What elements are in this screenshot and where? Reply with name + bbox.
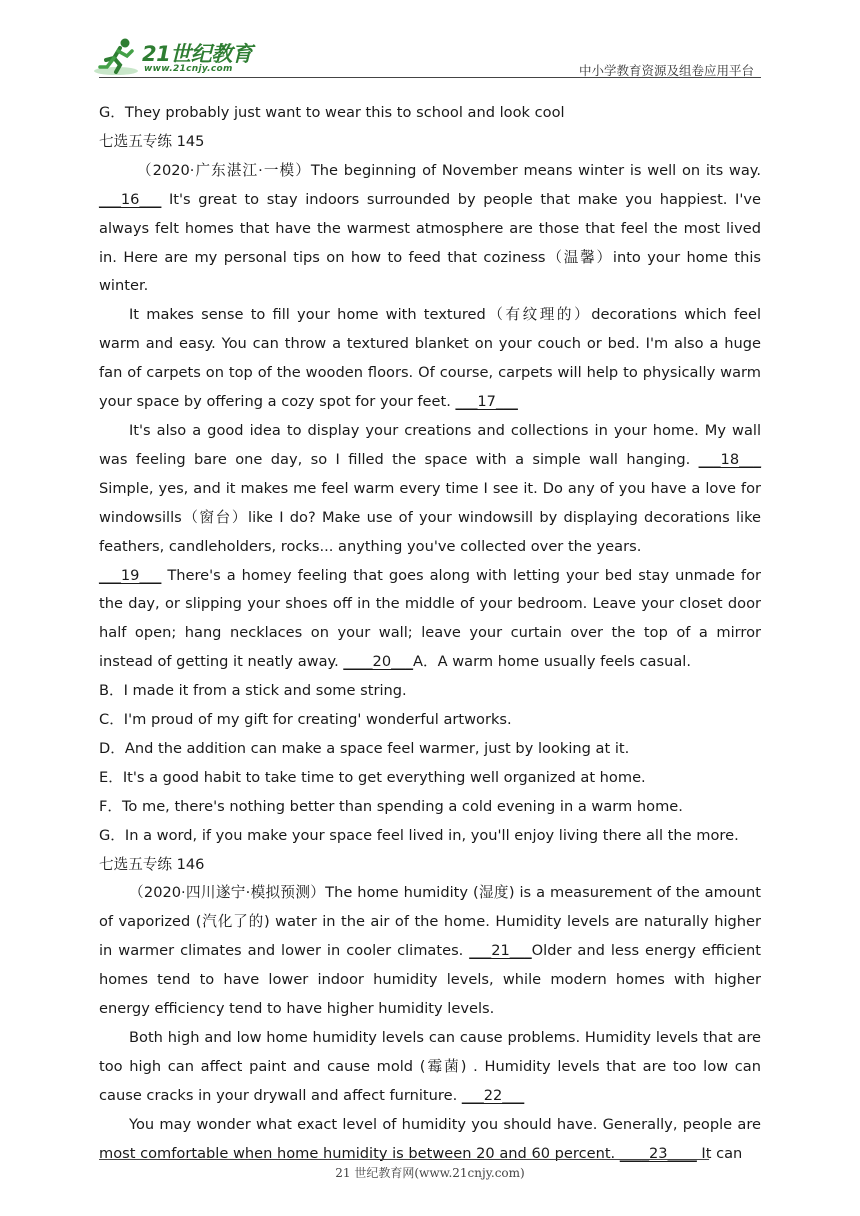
text-run: It can (696, 1144, 743, 1162)
option-b-145: B．I made it from a stick and some string. (99, 682, 407, 700)
blank-19: ___19___ (99, 566, 162, 584)
platform-name: 中小学教育资源及组卷应用平台 (578, 63, 754, 78)
blank-21: ___21___ (469, 942, 532, 960)
option-a-145: A．A warm home usually feels casual. (413, 653, 691, 671)
text-run: Simple, yes, and it makes me feel warm every time I see it. Do any of you have a love for windowsills（窗台）like I do? Make use of your windowsill by displaying decorations like feathers, candleholders, rocks... anything you've collected over the years. (99, 479, 761, 555)
blank-23: ____23____ (619, 1144, 697, 1162)
option-d-145: D．And the addition can make a space feel warmer, just by looking at it. (99, 739, 630, 757)
paragraph-intro-145 (99, 157, 761, 302)
text-run: （2020·广东湛江·一模）The beginning of November means winter is well on its way. (137, 161, 761, 179)
paragraph-display (99, 417, 761, 562)
option-g-145b: G．In a word, if you make your space feel lived in, you'll enjoy living there all the more. (99, 826, 739, 844)
blank-22: ___22___ (461, 1086, 525, 1104)
text-run: You may wonder what exact level of humidity you should have. Generally, people are most comfortable when home humidity is between 20 and 60 percent. (99, 1115, 761, 1162)
paragraph-textured (99, 301, 761, 417)
logo-brand-text: 21世纪教育 (142, 42, 253, 66)
text-run: It's great to stay indoors surrounded by people that make you happiest. I've always felt homes that have the warmest atmosphere are those that feel the most lived in. Here are my personal tips on how to feed that coziness（温馨）into your home this winter. (99, 190, 761, 295)
blank-17: ___17___ (455, 393, 518, 411)
paragraph-problems (99, 1024, 761, 1111)
text-run: There's a homey feeling that goes along with letting your bed stay unmade for the day, or slipping your shoes off in the middle of your bedroom. Leave your closet door half open; hang necklaces on your wall; leave your curtain over the top of a mirror instead of getting it neatly away. (99, 566, 761, 671)
blank-16: ___16___ (99, 190, 162, 208)
site-logo (94, 36, 264, 78)
page-header (0, 0, 860, 80)
text-run: Both high and low home humidity levels can cause problems. Humidity levels that are too high can affect paint and cause mold (霉菌) . Humidity levels that are too low can cause cracks in your drywall and affect furniture. (99, 1029, 761, 1104)
page-footer: 21 世纪教育网(www.21cnjy.com) (335, 1166, 525, 1180)
paragraph-homey (99, 562, 761, 678)
logo-url-text: www.21cnjy.com (144, 64, 233, 74)
header-divider (99, 77, 761, 78)
document-body (99, 99, 761, 1169)
option-g-145: G．They probably just want to wear this to school and look cool (99, 104, 565, 121)
blank-20: ____20___ (343, 653, 414, 671)
text-run: Older and less energy efficient homes tend to have lower indoor humidity levels, while modern homes with higher energy efficiency tend to have higher humidity levels. (99, 942, 761, 1018)
blank-18: ___18___ (698, 450, 761, 468)
runner-logo-icon (94, 36, 142, 76)
option-e-145: E．It's a good habit to take time to get everything well organized at home. (99, 768, 646, 786)
exercise-title-146: 七选五专练 146 (99, 855, 205, 873)
text-run: It's also a good idea to display your creations and collections in your home. My wall was feeling bare one day, so I filled the space with a simple wall hanging. (99, 421, 761, 468)
text-run: （2020·四川遂宁·模拟预测）The home humidity (湿度) is a measurement of the amount of vaporized (汽化了的) water in the air of the home. Humidity levels are naturally higher in warmer climates and lower in cooler climates. (99, 884, 761, 960)
exercise-title-145: 七选五专练 145 (99, 132, 205, 150)
text-run: It makes sense to fill your home with textured（有纹理的）decorations which feel warm and easy. You can throw a textured blanket on your couch or bed. I'm also a huge fan of carpets on top of the wooden floors. Of course, carpets will help to physically warm your space by offering a cozy spot for your feet. (99, 306, 761, 411)
paragraph-intro-146 (99, 879, 761, 1024)
option-f-145: F．To me, there's nothing better than spending a cold evening in a warm home. (99, 797, 683, 815)
option-c-145: C．I'm proud of my gift for creating' wonderful artworks. (99, 711, 512, 729)
footer-divider (99, 1159, 709, 1160)
